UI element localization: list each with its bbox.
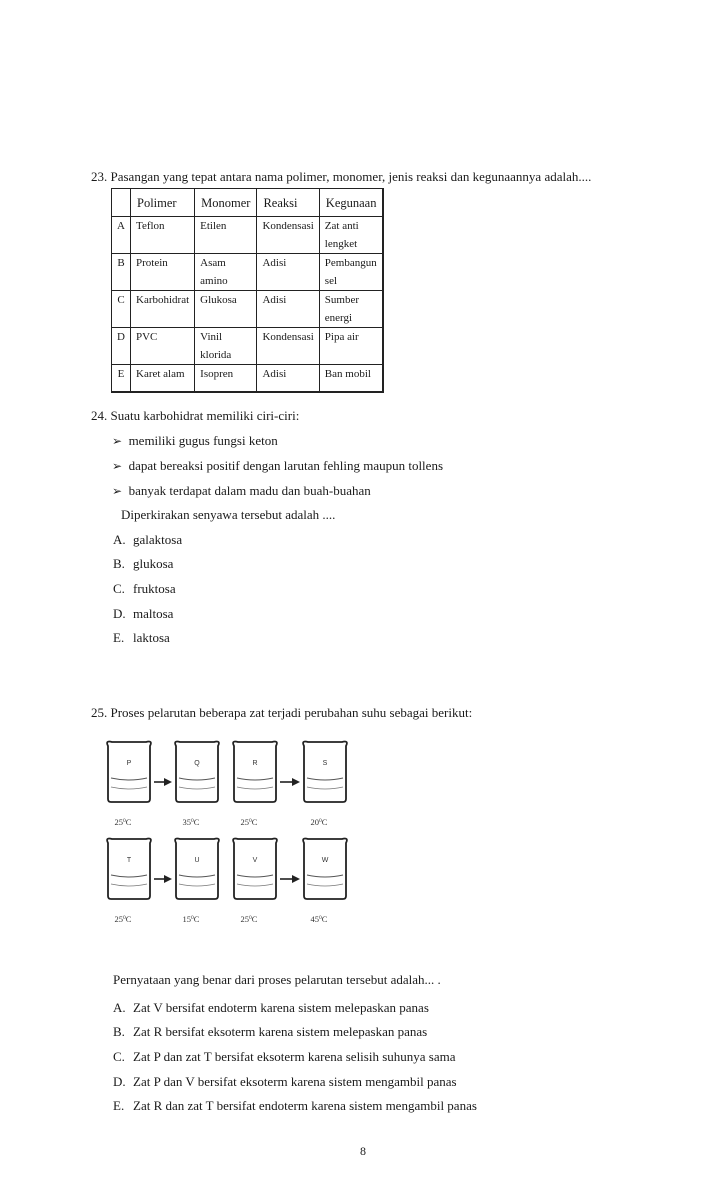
option-a: [113, 1000, 429, 1016]
option-label: A.: [113, 532, 126, 547]
cell-polimer: Teflon: [131, 217, 195, 254]
beaker-diagram: [100, 732, 360, 932]
bullet-text: banyak terdapat dalam madu dan buah-buahan: [128, 483, 371, 498]
beaker-label: S: [322, 760, 328, 767]
beaker-label: V: [252, 857, 258, 864]
option-text: laktosa: [133, 630, 170, 645]
arrow-right-icon: [164, 778, 172, 786]
temperature-label: $25^0C$: [240, 914, 258, 924]
cell-polimer: Karet alam: [131, 365, 195, 393]
cell-reaksi: Adisi: [257, 365, 319, 393]
row-label: C: [112, 291, 131, 328]
row-label: E: [112, 365, 131, 393]
monomer-line: amino: [200, 275, 228, 287]
cell-monomer: [195, 217, 257, 254]
page-number: 8: [360, 1144, 366, 1158]
option-text: Zat R bersifat eksoterm karena sistem melepaskan panas: [133, 1024, 428, 1039]
beaker-label: Q: [194, 760, 200, 767]
beaker-label: W: [321, 857, 329, 864]
row-label: D: [112, 328, 131, 365]
option-b: [113, 1024, 427, 1040]
row-label: B: [112, 254, 131, 291]
monomer-line: Vinil: [200, 331, 223, 343]
beaker-label: P: [126, 760, 132, 767]
arrow-right-icon: [292, 778, 300, 786]
monomer-line: Glukosa: [200, 294, 237, 306]
bullet-text: dapat bereaksi positif dengan larutan fehling maupun tollens: [128, 458, 443, 473]
option-b: [113, 556, 173, 572]
cell-monomer: [195, 365, 257, 393]
question-24-prompt: Diperkirakan senyawa tersebut adalah ....: [121, 507, 336, 522]
kegunaan-line: energi: [324, 312, 353, 324]
beaker-label: U: [194, 857, 200, 864]
option-label: D.: [113, 606, 126, 621]
monomer-line: klorida: [200, 349, 232, 361]
table-header-kegunaan: Kegunaan: [319, 189, 383, 217]
monomer-line: Isopren: [200, 368, 234, 380]
cell-kegunaan: [319, 291, 383, 328]
option-label: C.: [113, 581, 125, 596]
cell-kegunaan: [319, 254, 383, 291]
question-23-text: 23. Pasangan yang tepat antara nama polimer, monomer, jenis reaksi dan kegunaannya adalah....: [91, 169, 592, 184]
cell-kegunaan: [319, 217, 383, 254]
cell-reaksi: Adisi: [257, 291, 319, 328]
option-text: galaktosa: [133, 532, 183, 547]
arrowhead-bullet-icon: ➢: [112, 459, 123, 473]
option-text: fruktosa: [133, 581, 176, 596]
cell-polimer: PVC: [131, 328, 195, 365]
arrow-right-icon: [292, 875, 300, 883]
option-e: [113, 1098, 477, 1114]
arrowhead-bullet-icon: ➢: [112, 434, 123, 448]
table-row: [112, 328, 384, 365]
list-item: [112, 483, 371, 499]
cell-monomer: [195, 291, 257, 328]
monomer-line: Etilen: [200, 220, 227, 232]
option-label: D.: [113, 1074, 126, 1089]
temperature-label: $45^0C$: [310, 914, 328, 924]
beaker-t-icon: [107, 839, 151, 900]
kegunaan-line: Ban mobil: [324, 368, 371, 380]
cell-polimer: Protein: [131, 254, 195, 291]
beaker-u-icon: [175, 839, 219, 900]
beaker-w-icon: [303, 839, 347, 900]
polymer-table: [111, 188, 384, 393]
table-row: [112, 291, 384, 328]
question-25-prompt: Pernyataan yang benar dari proses pelarutan tersebut adalah... .: [113, 972, 441, 987]
table-row: [112, 365, 384, 393]
option-label: E.: [113, 1098, 125, 1113]
kegunaan-line: Zat anti: [324, 220, 359, 232]
cell-kegunaan: [319, 365, 383, 393]
option-label: B.: [113, 1024, 125, 1039]
option-c: [113, 581, 176, 597]
option-d: [113, 1074, 457, 1090]
option-text: Zat R dan zat T bersifat endoterm karena sistem mengambil panas: [133, 1098, 477, 1113]
kegunaan-line: sel: [324, 275, 338, 287]
kegunaan-line: lengket: [324, 238, 358, 250]
beaker-label: R: [252, 760, 258, 767]
option-a: [113, 532, 182, 548]
option-text: Zat P dan V bersifat eksoterm karena sistem mengambil panas: [133, 1074, 457, 1089]
row-label: A: [112, 217, 131, 254]
arrow-right-icon: [164, 875, 172, 883]
temperature-label: $25^0C$: [114, 914, 132, 924]
option-text: glukosa: [133, 556, 174, 571]
beaker-r-icon: [233, 742, 277, 803]
table-header-reaksi: Reaksi: [257, 189, 319, 217]
table-row: [112, 254, 384, 291]
option-d: [113, 606, 173, 622]
option-c: [113, 1049, 456, 1065]
option-text: maltosa: [133, 606, 174, 621]
question-24-text: 24. Suatu karbohidrat memiliki ciri-ciri:: [91, 408, 300, 423]
cell-monomer: [195, 328, 257, 365]
table-row: [112, 217, 384, 254]
table-header-label: [112, 189, 131, 217]
temperature-label: $25^0C$: [240, 817, 258, 827]
cell-reaksi: Kondensasi: [257, 217, 319, 254]
kegunaan-line: Sumber: [324, 294, 360, 306]
temperature-label: $20^0C$: [310, 817, 328, 827]
kegunaan-line: Pembangun: [324, 257, 377, 269]
option-label: B.: [113, 556, 125, 571]
option-label: A.: [113, 1000, 126, 1015]
cell-reaksi: Adisi: [257, 254, 319, 291]
beaker-s-icon: [303, 742, 347, 803]
cell-polimer: Karbohidrat: [131, 291, 195, 328]
kegunaan-line: Pipa air: [324, 331, 359, 343]
cell-monomer: [195, 254, 257, 291]
table-header-row: [112, 189, 384, 217]
beaker-label: T: [126, 857, 132, 864]
temperature-label: $25^0C$: [114, 817, 132, 827]
bullet-text: memiliki gugus fungsi keton: [128, 433, 278, 448]
cell-kegunaan: [319, 328, 383, 365]
arrowhead-bullet-icon: ➢: [112, 484, 123, 498]
beaker-p-icon: [107, 742, 151, 803]
list-item: [112, 433, 278, 449]
temperature-label: $15^0C$: [182, 914, 200, 924]
beaker-v-icon: [233, 839, 277, 900]
option-label: C.: [113, 1049, 125, 1064]
option-label: E.: [113, 630, 125, 645]
question-25-text: 25. Proses pelarutan beberapa zat terjadi perubahan suhu sebagai berikut:: [91, 705, 473, 720]
monomer-line: Asam: [200, 257, 226, 269]
option-e: [113, 630, 170, 646]
cell-reaksi: Kondensasi: [257, 328, 319, 365]
temperature-label: $35^0C$: [182, 817, 200, 827]
table-header-monomer: Monomer: [195, 189, 257, 217]
option-text: Zat P dan zat T bersifat eksoterm karena selisih suhunya sama: [133, 1049, 456, 1064]
list-item: [112, 458, 443, 474]
beaker-q-icon: [175, 742, 219, 803]
table-header-polimer: Polimer: [131, 189, 195, 217]
option-text: Zat V bersifat endoterm karena sistem melepaskan panas: [133, 1000, 429, 1015]
